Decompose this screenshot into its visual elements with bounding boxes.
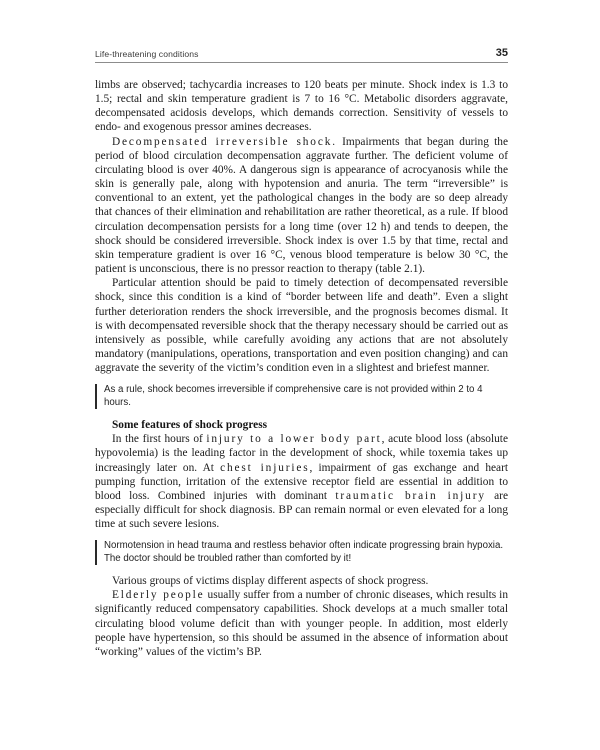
running-head-title: Life-threatening conditions: [95, 49, 199, 60]
paragraph-first-hours-post: are especially difficult for shock diagnosis. BP can remain normal or even elevated for a long time at such severe lesions.: [95, 489, 508, 531]
paragraph-various-groups-text: Various groups of victims display different aspects of shock progress.: [112, 575, 429, 588]
term-chest-injuries: chest injuries: [220, 461, 310, 474]
paragraph-elderly-people: [95, 588, 508, 659]
paragraph-first-hours: [95, 432, 508, 531]
paragraph-irreversible-shock: [95, 135, 508, 277]
term-injury-lower-body-part: injury to a lower body part: [206, 433, 382, 446]
running-head: [95, 48, 508, 63]
paragraph-particular-attention: [95, 276, 508, 375]
term-decompensated-irreversible-shock: Decompensated irreversible shock.: [112, 135, 337, 148]
paragraph-various-groups: [95, 574, 508, 588]
paragraph-first-hours-mid1: , acute blood loss (absolute hypovolemia) is the leading factor in the development of shock, while toxemia takes up increasingly later on. At: [95, 433, 508, 474]
subheading-some-features: Some features of shock progress: [112, 419, 268, 432]
callout-1-text: As a rule, shock becomes irreversible if comprehensive care is not provided within 2 to 4 hours.: [104, 384, 483, 408]
page-number: 35: [495, 47, 508, 59]
text-column: [95, 78, 508, 659]
paragraph-tachycardia: [95, 78, 508, 135]
paragraph-irreversible-shock-text: Impairments that began during the period of blood circulation decompensation aggravate further. The deficient volume of circulating blood is over 40%. A dangerous sign is appearance of acrocyanosis while the skin is generally pale, along with hypotension and anuria. The term “irreversible” is conventional to an extent, yet the pathological changes in the body are so deep already that chances of their elimination and rehabilitation are rather theoretical, as a rule. If blood circulation decompensation persists for a long time (over 12 h) and tends to deepen, the shock should be considered irreversible. Shock index is over 1.5 by that time, rectal and skin temperature gradient is over 16 °C, venous blood temperature is below 30 °C, the patient is unconscious, there is no pressor reaction to therapy (table 2.1).: [95, 135, 508, 276]
paragraph-particular-attention-text: Particular attention should be paid to timely detection of decompensated reversible shock, since this condition is a kind of “border between life and death”. Even a slight further deterioration renders the shock irreversible, and the prognosis becomes dismal. It is with decompensated reversible shock that the therapy necessary should be carried out as intensively as possible, while carefully avoiding any actions that are not absolutely mandatory (manipulations, operations, transportation and even position changing) and can aggravate the severity of the victim’s condition even in a slightest and briefest manner.: [95, 277, 508, 375]
paragraph-tachycardia-text: limbs are observed; tachycardia increases to 120 beats per minute. Shock index is 1.3 to 1.5; rectal and skin temperature gradient is 7 to 16 °C. Metabolic disorders aggravate, decompensated acidosis develops, which demands correction. Sensitivity of vessels to endo- and exogenous pressor amines decreases.: [95, 79, 508, 134]
callout-box-rule-of-shock: [95, 384, 508, 409]
callout-box-normotension: [95, 540, 508, 565]
term-elderly-people: Elderly people: [112, 589, 205, 602]
callout-box-rule-of-shock-text: [104, 384, 483, 407]
paragraph-first-hours-pre: In the first hours of: [112, 433, 207, 446]
paragraph-first-hours-mid2: , impairment of gas exchange and heart pumping function, irritation of the extensive receptor field are essential in addition to blood loss. Combined injuries with dominant: [95, 461, 508, 502]
term-traumatic-brain-injury: traumatic brain injury: [335, 489, 486, 502]
paragraph-elderly-people-text: usually suffer from a number of chronic diseases, which results in significantly reduced compensatory capabilities. Shock develops at a much smaller total circulating blood volume deficit than with younger people. In addition, most elderly people have hypertension, so this should be assumed in the absence of information about “working” values of the victim’s BP.: [95, 589, 509, 658]
callout-2-text: Normotension in head trauma and restless behavior often indicate progressing brain hypoxia. The doctor should be troubled rather than comforted by it!: [104, 540, 504, 564]
